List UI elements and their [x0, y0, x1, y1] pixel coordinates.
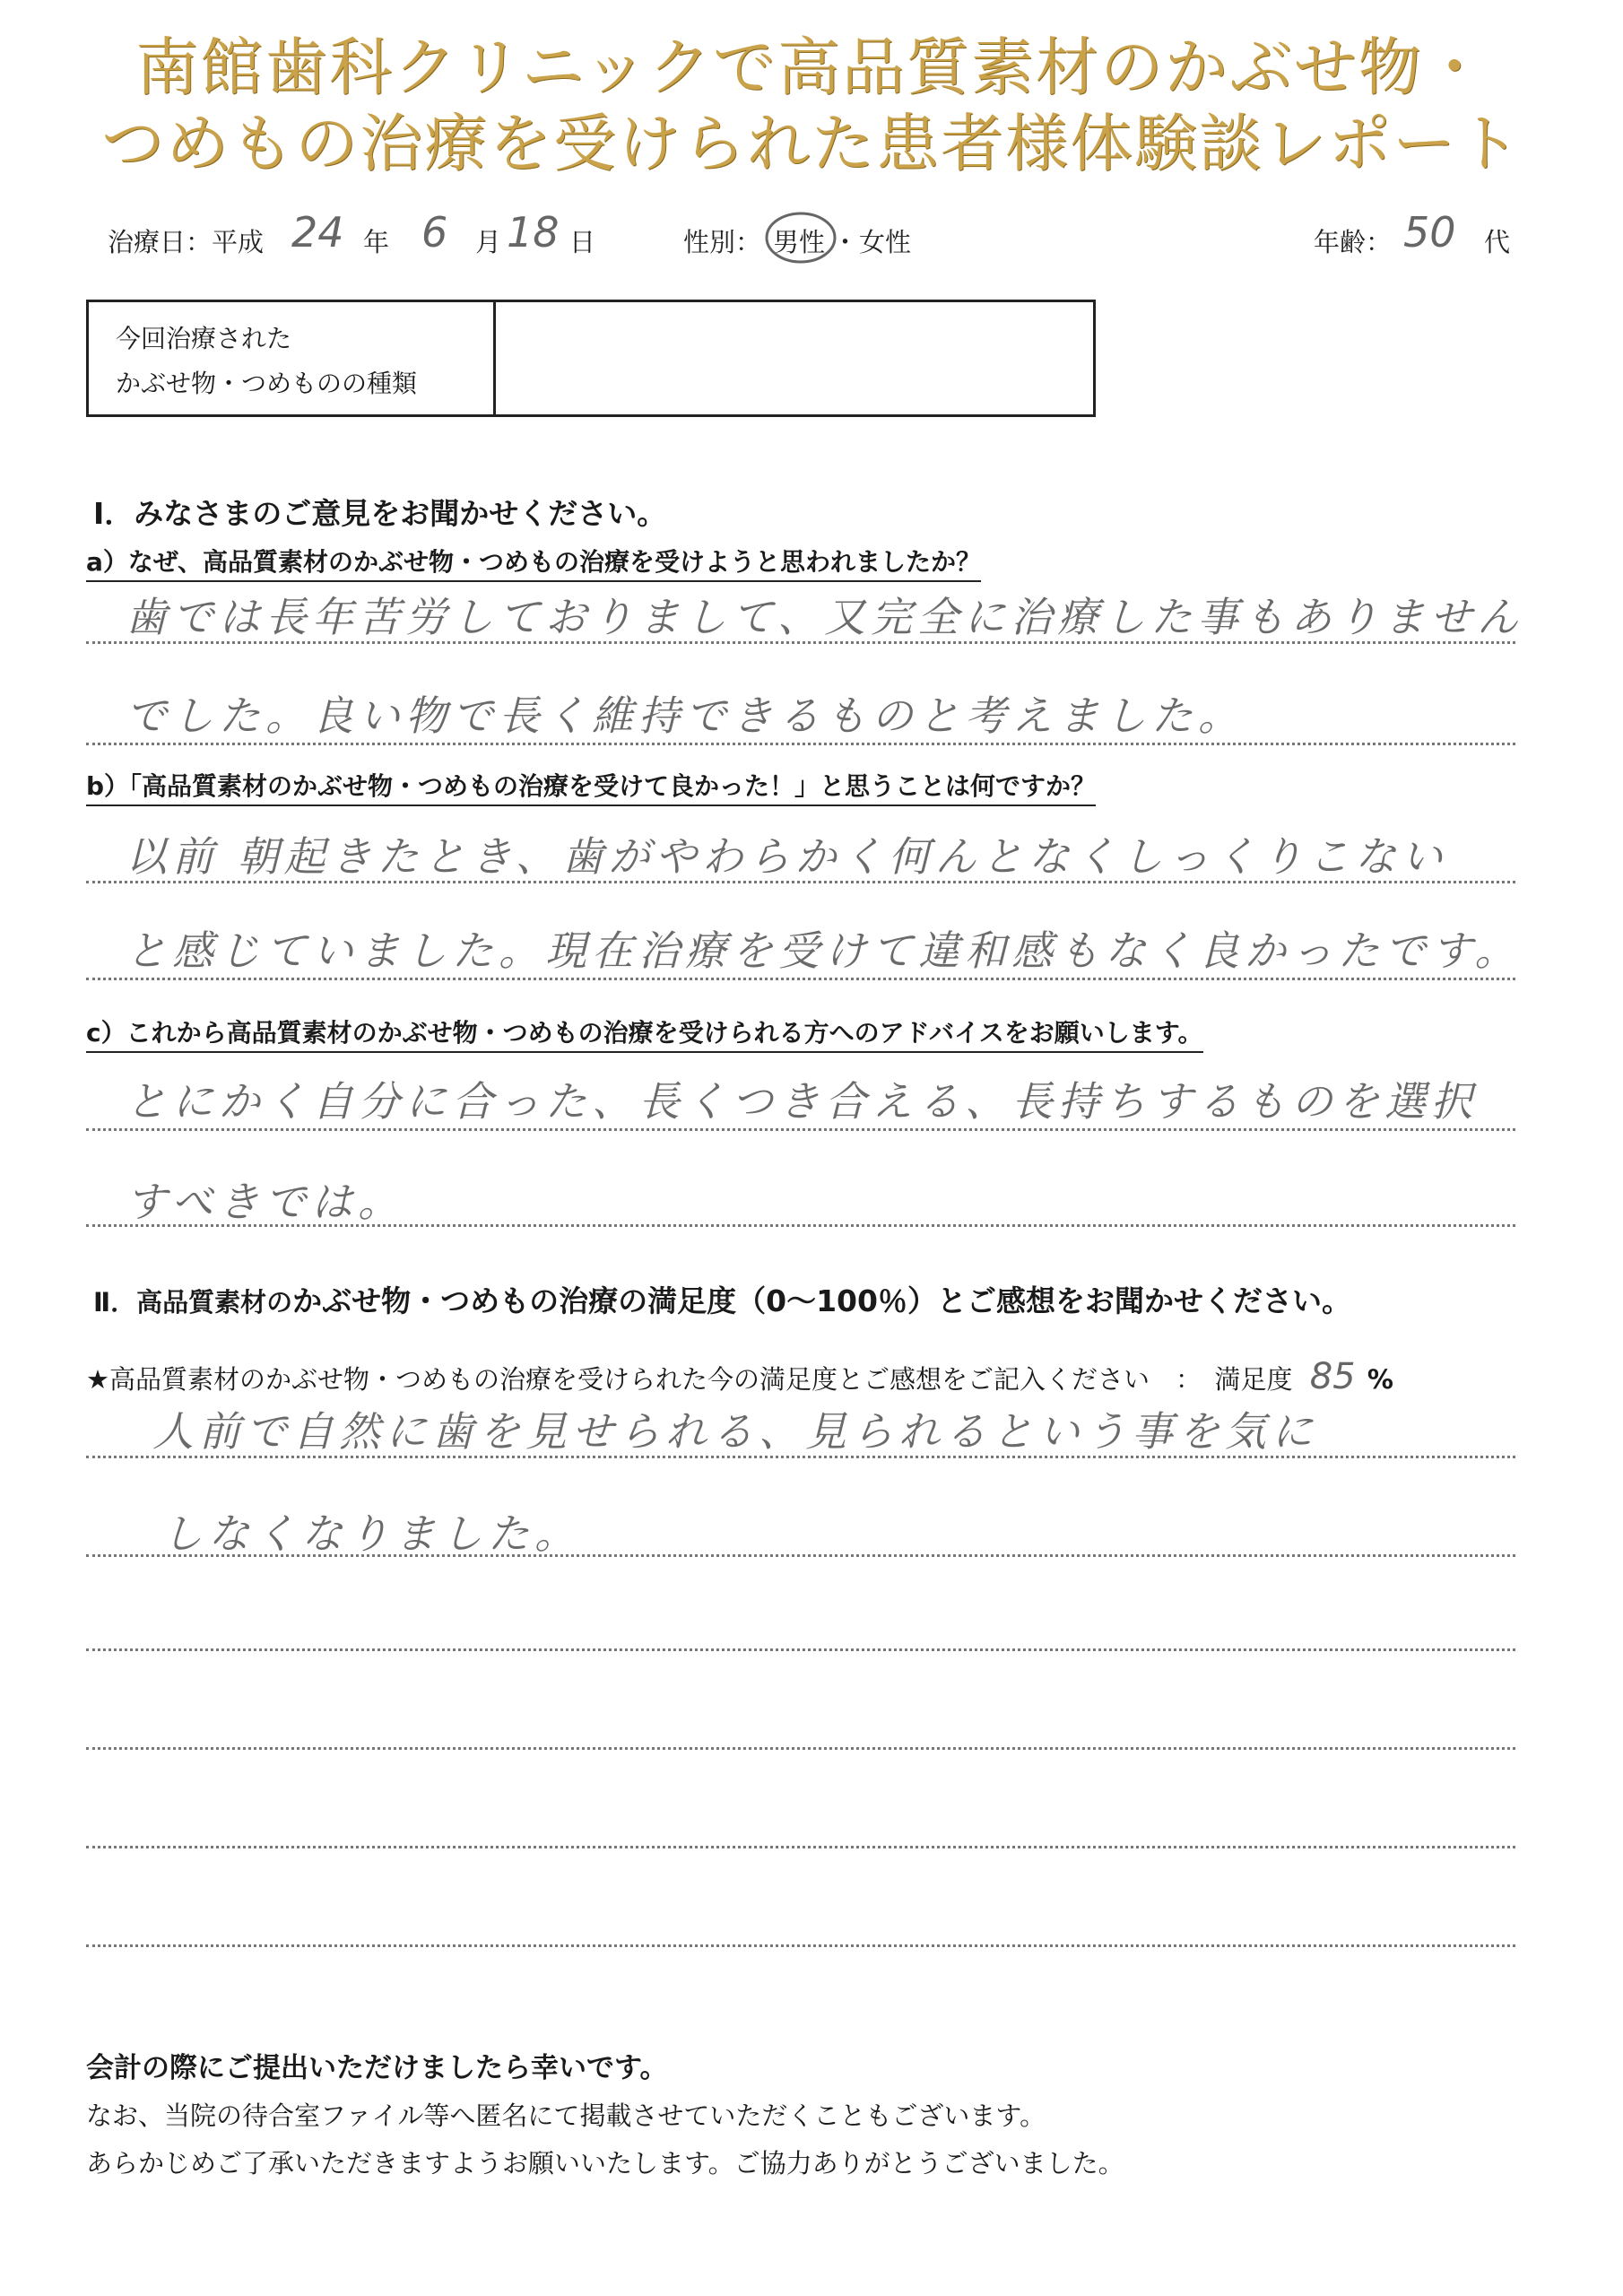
answer-a-rule-2	[86, 743, 1515, 745]
satisfaction-value: 85	[1309, 1356, 1356, 1397]
age-suffix: 代	[1484, 227, 1511, 257]
table-divider	[493, 302, 496, 414]
gender-separator: ・	[832, 227, 859, 257]
satisfaction-question-text: ★高品質素材のかぶせ物・つめもの治療を受けられた今の満足度とご感想をご記入ください ： 満足度	[86, 1364, 1293, 1395]
section-2-heading-prefix: Ⅱ．高品質素材の	[93, 1287, 293, 1318]
day-suffix: 日	[569, 227, 596, 257]
gender-option-male	[773, 222, 825, 259]
satisfaction-question	[86, 1356, 1393, 1397]
answer-b-line-2: と感じていました。現在治療を受けて違和感もなく良かったです。	[126, 926, 1522, 975]
answer-c-rule-2	[86, 1224, 1515, 1227]
answer-a-rule-1	[86, 641, 1515, 644]
footer-anonymity-note: なお、当院の待合室ファイル等へ匿名にて掲載させていただくこともございます。	[86, 2100, 1046, 2131]
question-b: b）「高品質素材のかぶせ物・つめもの治療を受けて良かった！」と思うことは何ですか？	[86, 767, 1096, 806]
treatment-type-label-line-2: かぶせ物・つめものの種類	[116, 369, 418, 398]
question-a: a）なぜ、高品質素材のかぶせ物・つめもの治療を受けようと思われましたか？	[86, 543, 981, 582]
answer-c-line-1: とにかく自分に合った、長くつき合える、長持ちするものを選択	[126, 1077, 1478, 1126]
answer-a-line-1: 歯では長年苦労しておりまして、又完全に治療した事もありません	[126, 593, 1524, 641]
answer-b-line-1: 以前 朝起きたとき、歯がやわらかく何んとなくしっくりこない	[126, 832, 1448, 881]
gender-label: 性別：	[683, 227, 762, 257]
answer-b-rule-1	[86, 881, 1515, 883]
footer-thanks-note: あらかじめご了承いただきますようお願いいたします。ご協力ありがとうございました。	[86, 2148, 1124, 2179]
treatment-type-label-line-1: 今回治療された	[116, 324, 292, 353]
page-title-line-2: つめもの治療を受けられた患者様体験談レポート	[101, 107, 1522, 180]
impression-rule-2	[86, 1554, 1515, 1557]
answer-b-rule-2	[86, 978, 1515, 980]
impression-rule-4	[86, 1747, 1515, 1750]
section-2-heading	[93, 1278, 1351, 1320]
impression-rule-3	[86, 1648, 1515, 1651]
impression-rule-5	[86, 1846, 1515, 1848]
gender-option-female: 女性	[859, 227, 912, 257]
treatment-month-value: 6	[421, 208, 448, 257]
month-suffix: 月	[475, 227, 502, 257]
treatment-year-value: 24	[291, 208, 344, 257]
section-2-heading-main: かぶせ物・つめもの治療の満足度（0〜100％）とご感想をお聞かせください。	[292, 1283, 1351, 1318]
treatment-type-table	[86, 300, 1096, 417]
age-label: 年齢：	[1314, 227, 1393, 257]
satisfaction-unit: %	[1367, 1364, 1393, 1395]
age-value: 50	[1403, 208, 1456, 257]
answer-c-line-2: すべきでは。	[126, 1178, 405, 1226]
impression-line-2: しなくなりました。	[161, 1509, 581, 1558]
year-suffix: 年	[363, 227, 390, 257]
treatment-type-label	[116, 317, 417, 406]
impression-rule-6	[86, 1944, 1515, 1947]
question-c: c）これから高品質素材のかぶせ物・つめもの治療を受けられる方へのアドバイスをお願いします。	[86, 1013, 1203, 1053]
answer-c-rule-1	[86, 1128, 1515, 1131]
section-1-heading: Ⅰ．みなさまのご意見をお聞かせください。	[93, 496, 667, 531]
page-title-line-1: 南館歯科クリニックで高品質素材のかぶせ物・	[135, 30, 1488, 104]
impression-rule-1	[86, 1456, 1515, 1458]
footer-submit-note: 会計の際にご提出いただけましたら幸いです。	[86, 2052, 668, 2084]
gender-male-circle-mark	[764, 210, 838, 265]
treatment-date-label: 治療日：平成	[108, 227, 265, 257]
impression-line-1: 人前で自然に歯を見せられる、見られるという事を気に	[152, 1407, 1318, 1456]
treatment-day-value: 18	[507, 208, 560, 257]
answer-a-line-2: でした。良い物で長く維持できるものと考えました。	[126, 691, 1245, 740]
gender-male-text: 男性	[773, 227, 826, 257]
